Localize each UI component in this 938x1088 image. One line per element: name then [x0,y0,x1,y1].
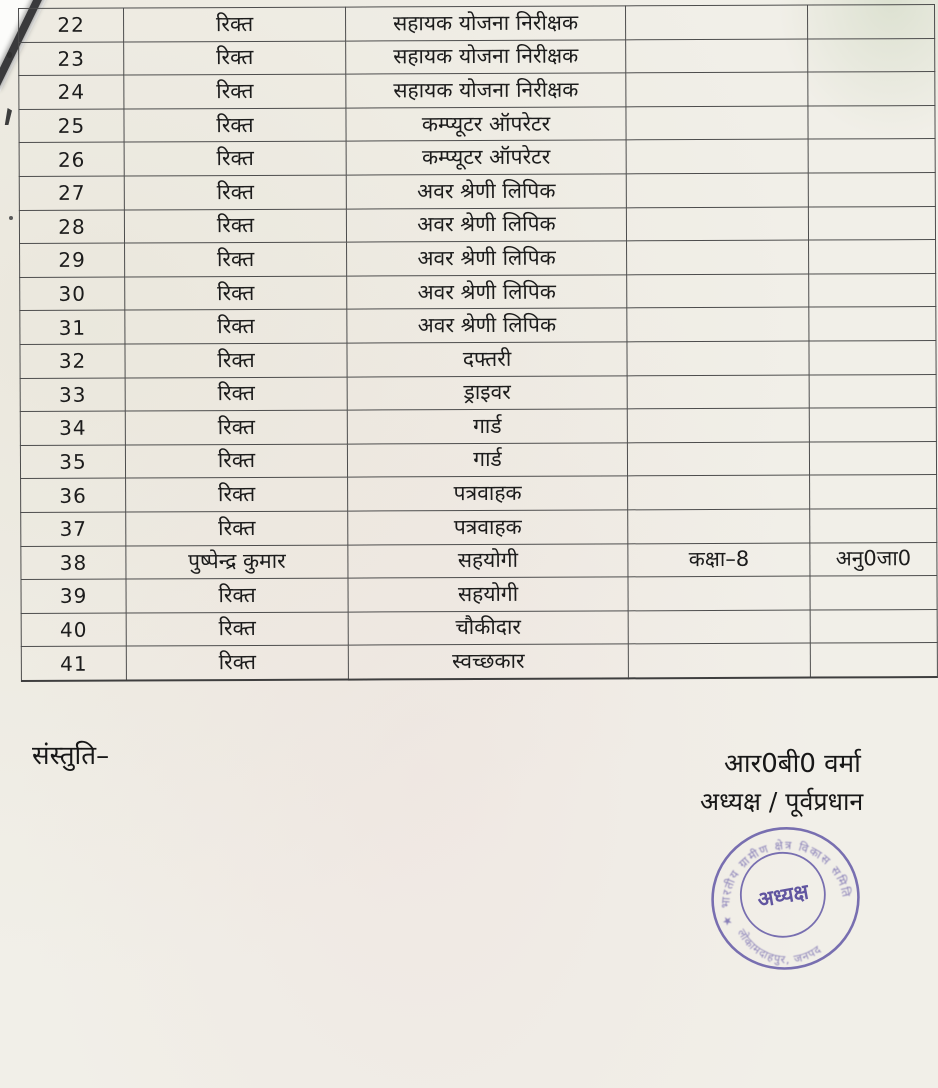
cell-name: रिक्त [125,410,347,445]
cell-qualification [626,72,808,106]
cell-category [807,5,934,39]
cell-sn: 33 [20,378,125,412]
cell-name: रिक्त [124,74,346,109]
table-body [19,5,938,681]
table-row [20,408,936,446]
cell-sn: 27 [19,176,124,210]
cell-name: रिक्त [126,645,348,680]
cell-qualification [627,408,809,442]
cell-name: रिक्त [125,309,347,344]
cell-qualification [628,475,810,509]
cell-sn: 28 [19,210,124,244]
cell-category [809,374,936,408]
cell-category [808,139,935,173]
table-row [20,240,936,278]
cell-sn: 40 [21,613,126,647]
table-row [19,139,935,177]
table-row [19,38,935,76]
table-row [19,105,935,143]
stamp-ring-bottom-text: लोकामदाहपुर, जनपद [734,926,825,967]
cell-name: रिक्त [124,141,346,176]
cell-qualification [626,139,808,173]
cell-qualification [627,375,809,409]
table-row [21,576,937,614]
positions-table [18,4,938,682]
cell-category [809,307,936,341]
scan-speck [7,52,12,58]
positions-table-wrap [18,4,937,682]
cell-designation: अवर श्रेणी लिपिक [347,241,627,276]
table-row [20,340,936,378]
cell-designation: अवर श्रेणी लिपिक [346,174,626,209]
cell-category: अनु0जा0 [810,542,937,576]
cell-designation: गार्ड [347,409,627,444]
cell-sn: 31 [20,310,125,344]
cell-sn: 35 [20,445,125,479]
cell-name: रिक्त [124,41,346,76]
cell-designation: स्वच्छकार [348,644,628,679]
cell-category [808,105,935,139]
cell-category [808,172,935,206]
cell-sn: 25 [19,109,124,143]
cell-qualification [625,5,807,39]
cell-sn: 36 [21,478,126,512]
cell-name: रिक्त [124,209,346,244]
recommendation-label: संस्तुति– [32,741,110,771]
cell-name: रिक्त [124,108,346,143]
cell-sn: 24 [19,75,124,109]
cell-qualification [627,442,809,476]
table-row [21,542,937,580]
cell-qualification [626,173,808,207]
cell-qualification [628,643,810,678]
cell-qualification [627,307,809,341]
table-row [19,5,935,43]
cell-qualification: कक्षा–8 [628,543,810,577]
cell-qualification [628,509,810,543]
cell-sn: 41 [21,646,126,681]
scan-speck [4,108,12,125]
signatory-title: अध्यक्ष / पूर्वप्रधान [700,787,864,816]
cell-designation: ड्राइवर [347,375,627,410]
cell-name: रिक्त [126,612,348,647]
scan-speck [9,216,13,220]
cell-qualification [628,610,810,644]
cell-qualification [626,207,808,241]
table-row [21,643,937,681]
cell-qualification [628,576,810,610]
cell-designation: कम्प्यूटर ऑपरेटर [346,140,626,175]
table-row [20,374,936,412]
cell-designation: अवर श्रेणी लिपिक [346,207,626,242]
stamp-ring-top-text: ★ भारतीय ग्रामीण क्षेत्र विकास समिति [718,838,854,928]
cell-category [809,340,936,374]
cell-sn: 39 [21,579,126,613]
table-row [20,273,936,311]
table-row [20,307,936,345]
cell-designation: गार्ड [347,443,627,478]
cell-category [810,643,937,678]
cell-name: रिक्त [124,7,346,42]
cell-sn: 30 [20,277,125,311]
table-row [19,72,935,110]
cell-category [809,408,936,442]
cell-name: पुष्पेन्द्र कुमार [126,545,348,580]
cell-sn: 22 [19,8,124,42]
cell-sn: 34 [20,411,125,445]
cell-category [810,609,937,643]
cell-designation: चौकीदार [348,611,628,646]
cell-sn: 26 [19,142,124,176]
cell-designation: सहयोगी [348,543,628,578]
cell-name: रिक्त [126,511,348,546]
cell-qualification [627,274,809,308]
table-row [21,609,937,647]
cell-category [808,206,935,240]
cell-name: रिक्त [124,175,346,210]
cell-designation: अवर श्रेणी लिपिक [347,275,627,310]
table-row [21,475,937,513]
cell-designation: सहायक योजना निरीक्षक [345,6,625,41]
cell-sn: 32 [20,344,125,378]
cell-category [808,72,935,106]
cell-name: रिक्त [126,477,348,512]
cell-qualification [626,106,808,140]
cell-designation: अवर श्रेणी लिपिक [347,308,627,343]
cell-sn: 23 [19,42,124,76]
cell-name: रिक्त [126,578,348,613]
cell-qualification [626,39,808,73]
table-row [20,441,936,479]
cell-category [810,475,937,509]
cell-name: रिक्त [125,377,347,412]
cell-sn: 38 [21,546,126,580]
cell-category [810,576,937,610]
table-row [19,172,935,210]
cell-name: रिक्त [125,242,347,277]
cell-category [809,240,936,274]
cell-category [809,273,936,307]
cell-sn: 37 [21,512,126,546]
cell-designation: सहायक योजना निरीक्षक [346,39,626,74]
table-row [19,206,935,244]
cell-designation: पत्रवाहक [348,476,628,511]
cell-designation: दफ्तरी [347,342,627,377]
cell-name: रिक्त [125,276,347,311]
cell-sn: 29 [20,243,125,277]
cell-qualification [627,341,809,375]
cell-name: रिक्त [125,444,347,479]
cell-designation: सहयोगी [348,577,628,612]
round-stamp [684,802,892,999]
cell-designation: कम्प्यूटर ऑपरेटर [346,107,626,142]
stamp-center-text: अध्यक्ष [755,879,811,913]
cell-designation: सहायक योजना निरीक्षक [346,73,626,108]
cell-category [810,508,937,542]
table-row [21,508,937,546]
cell-name: रिक्त [125,343,347,378]
cell-qualification [627,240,809,274]
signatory-name: आर0बी0 वर्मा [724,749,861,779]
cell-category [808,38,935,72]
cell-category [809,441,936,475]
cell-designation: पत्रवाहक [348,510,628,545]
